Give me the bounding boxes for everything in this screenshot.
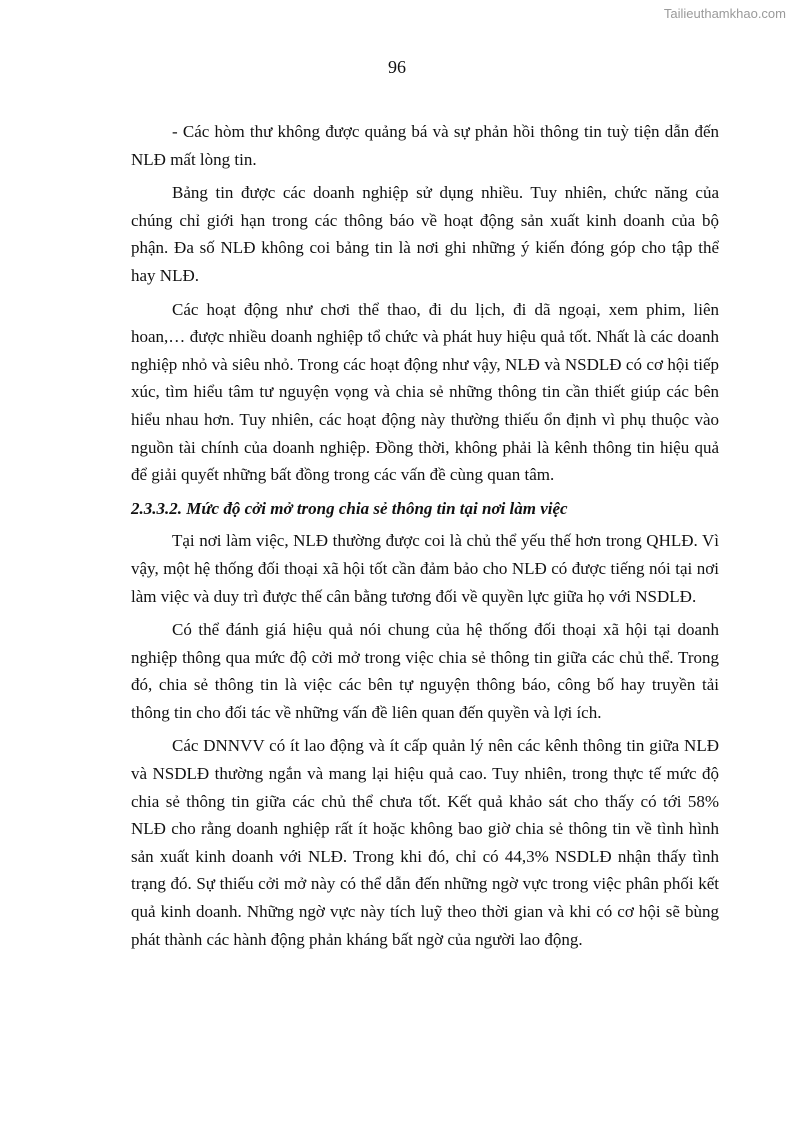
- watermark: Tailieuthamkhao.com: [663, 6, 786, 21]
- paragraph: Các hoạt động như chơi thể thao, đi du lịch, đi dã ngoại, xem phim, liên hoan,… được nhiều doanh nghiệp tổ chức và phát huy hiệu quả tốt. Nhất là các doanh nghiệp nhỏ và siêu nhỏ. Trong các hoạt động như vậy, NLĐ và NSDLĐ có cơ hội tiếp xúc, tìm hiểu tâm tư nguyện vọng và chia sẻ những thông tin cần thiết giúp các bên hiểu nhau hơn. Tuy nhiên, các hoạt động này thường thiếu ổn định vì phụ thuộc vào nguồn tài chính của doanh nghiệp. Đồng thời, không phải là kênh thông tin hiệu quả để giải quyết những bất đồng trong các vấn đề cùng quan tâm.: [131, 299, 719, 485]
- paragraph: Các DNNVV có ít lao động và ít cấp quản lý nên các kênh thông tin giữa NLĐ và NSDLĐ thường ngắn và mang lại hiệu quả cao. Tuy nhiên, trong thực tế mức độ chia sẻ thông tin giữa các chủ thể chưa tốt. Kết quả khảo sát cho thấy có tới 58% NLĐ cho rằng doanh nghiệp rất ít hoặc không bao giờ chia sẻ thông tin về tình hình sản xuất kinh doanh với NLĐ. Trong khi đó, chỉ có 44,3% NSDLĐ nhận thấy tình trạng đó. Sự thiếu cởi mở này có thể dẫn đến những ngờ vực trong việc phân phối kết quả kinh doanh. Những ngờ vực này tích luỹ theo thời gian và khi có cơ hội sẽ bùng phát thành các hành động phản kháng bất ngờ của người lao động.: [131, 736, 719, 949]
- paragraph: - Các hòm thư không được quảng bá và sự phản hồi thông tin tuỳ tiện dẫn đến NLĐ mất lòng tin.: [131, 122, 719, 169]
- page-number: 96: [388, 57, 406, 77]
- document-body: [131, 118, 719, 959]
- paragraph: Tại nơi làm việc, NLĐ thường được coi là chủ thể yếu thế hơn trong QHLĐ. Vì vậy, một hệ thống đối thoại xã hội tốt cần đảm bảo cho NLĐ có được tiếng nói tại nơi làm việc và duy trì được thế cân bằng tương đối về quyền lực giữa họ với NSDLĐ.: [131, 531, 719, 606]
- paragraph: Có thể đánh giá hiệu quả nói chung của hệ thống đối thoại xã hội tại doanh nghiệp thông qua mức độ cởi mở trong việc chia sẻ thông tin giữa các chủ thể. Trong đó, chia sẻ thông tin là việc các bên tự nguyện thông báo, công bố hay truyền tải thông tin cho đối tác về những vấn đề liên quan đến quyền và lợi ích.: [131, 620, 719, 722]
- section-heading: 2.3.3.2. Mức độ cởi mở trong chia sẻ thông tin tại nơi làm việc: [131, 498, 568, 518]
- paragraph: Bảng tin được các doanh nghiệp sử dụng nhiều. Tuy nhiên, chức năng của chúng chỉ giới hạn trong các thông báo về hoạt động sản xuất kinh doanh của bộ phận. Đa số NLĐ không coi bảng tin là nơi ghi những ý kiến đóng góp cho tập thể hay NLĐ.: [131, 183, 719, 285]
